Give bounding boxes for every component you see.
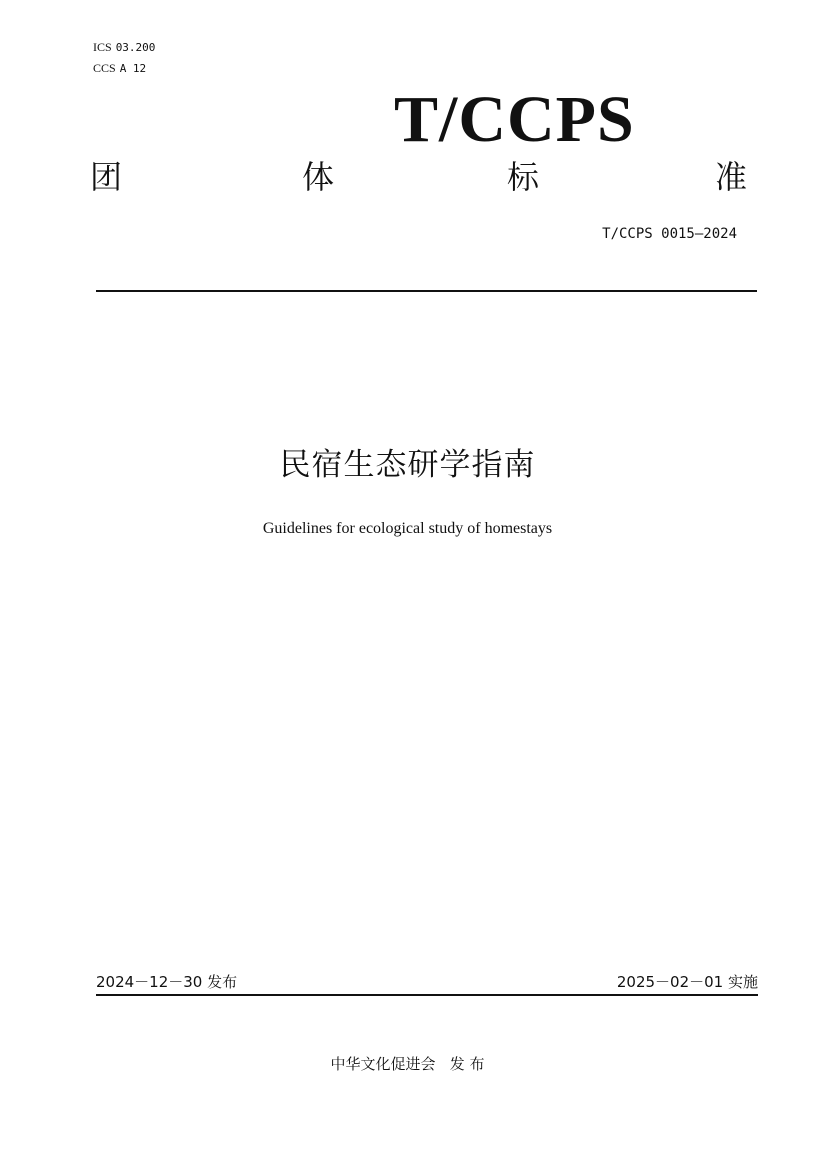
standard-type-char-2: 体 <box>302 158 335 196</box>
bottom-divider <box>96 994 758 996</box>
standard-type-char-3: 标 <box>507 158 540 196</box>
ics-code: 03.200 <box>115 41 156 54</box>
brand-logotype: T/CCPS <box>394 83 635 156</box>
standard-number: T/CCPS 0015—2024 <box>602 226 737 242</box>
ccs-code: A 12 <box>119 62 147 75</box>
top-divider <box>96 290 757 292</box>
document-title-chinese: 民宿生态研学指南 <box>279 447 536 483</box>
ccs-classification <box>93 61 146 76</box>
implementation-date: 2025－02－01 实施 <box>616 973 758 991</box>
document-title-english: Guidelines for ecological study of homestays <box>262 520 553 537</box>
ccs-label: CCS <box>93 61 116 75</box>
ics-label: ICS <box>93 40 112 54</box>
issue-date: 2024－12－30 发布 <box>96 973 238 991</box>
standard-type-char-4: 准 <box>715 158 748 196</box>
standard-type-char-1: 团 <box>90 158 123 196</box>
publisher: 中华文化促进会 发 布 <box>330 1055 485 1073</box>
ics-classification <box>93 40 155 55</box>
